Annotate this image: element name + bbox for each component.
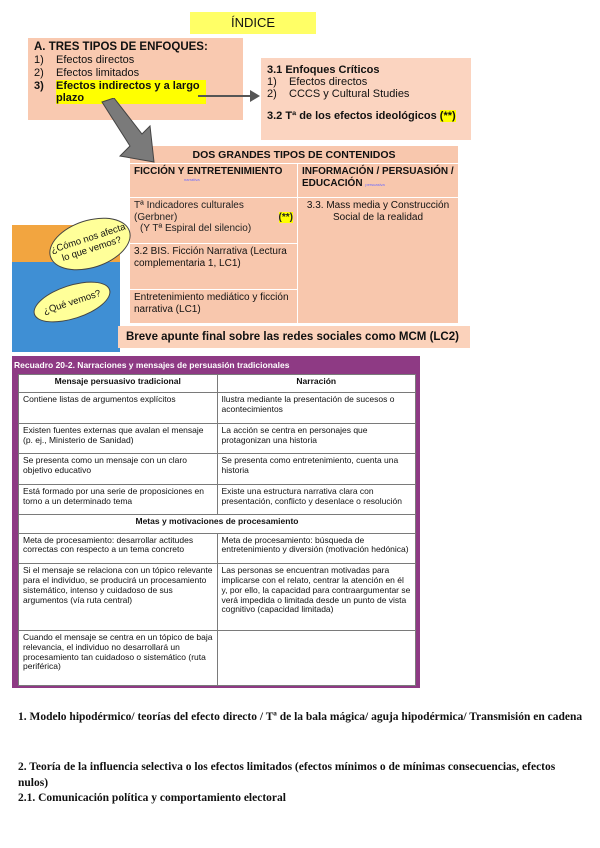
fiction-column-title: FICCIÓN Y ENTRETENIMIENTO narrativa	[130, 164, 298, 198]
table-row: Se presenta como un mensaje con un claro objetivo educativo Se presenta como entretenimiento, cuenta una historia	[19, 454, 416, 485]
table-row: Meta de procesamiento: desarrollar actitudes correctas con respecto a un tema concreto Meta de procesamiento: búsqueda de entretenimiento y diversión (motivación hedónica)	[19, 533, 416, 564]
table-row: Está formado por una serie de proposiciones en torno a un determinado tema Existe una estructura narrativa clara con presentación, conflicto y desenlace o resolución	[19, 484, 416, 515]
approach-item: 1) Efectos directos	[34, 54, 135, 66]
mass-media-cell: 3.3. Mass media y Construcción Social de la realidad	[298, 198, 458, 324]
paragraph-political-communication: 2.1. Comunicación política y comportamiento electoral	[18, 792, 286, 804]
information-column-title: INFORMACIÓN / PERSUASIÓN / EDUCACIÓN persuasiva	[298, 164, 458, 198]
social-media-note: Breve apunte final sobre las redes sociales como MCM (LC2)	[118, 326, 470, 348]
index-title: ÍNDICE	[190, 12, 316, 34]
critical-item: 2) CCCS y Cultural Studies	[267, 88, 410, 100]
arrow-right-icon	[196, 88, 262, 104]
paragraph-hypodermic-model: 1. Modelo hipodérmico/ teorías del efecto directo / Tª de la bala mágica/ aguja hipodérmica/ Transmisión en cadena	[18, 711, 583, 723]
column-header-persuasive: Mensaje persuasivo tradicional	[19, 375, 218, 393]
critical-item: 1) Efectos directos	[267, 76, 368, 88]
table-row: Si el mensaje se relaciona con un tópico relevante para el individuo, se producirá un procesamiento sistemático, intenso y cuidadoso de sus argumentos (vía ruta central) Las personas se encuentran motivadas para implicarse con el relato, centrar la atención en él y, por ello, la capacidad para contraargumentar se verá impedida o limitada desde un punto de vista cognitivo (capacidad limitada)	[19, 564, 416, 631]
ideological-effects-heading: 3.2 Tª de los efectos ideológicos (**)	[267, 110, 456, 122]
column-header-narration: Narración	[217, 375, 416, 393]
table-row: Cuando el mensaje se centra en un tópico de baja relevancia, el individuo no desarrollará un procesamiento tan cuidadoso o sistemático (ruta periférica)	[19, 631, 416, 686]
narration-persuasion-table	[18, 374, 416, 686]
table-section-heading: Metas y motivaciones de procesamiento	[19, 515, 416, 533]
approach-item: 3) Efectos indirectos y a largo plazo	[34, 80, 237, 104]
question-bubble-effect: ¿Cómo nos afecta lo que vemos?	[43, 208, 138, 280]
narrative-fiction-cell: 3.2 BIS. Ficción Narrativa (Lectura complementaria 1, LC1)	[130, 244, 298, 290]
table-row: Existen fuentes externas que avalan el mensaje (p. ej., Ministerio de Sanidad) La acción se centra en personajes que protagonizan una historia	[19, 423, 416, 454]
media-entertainment-cell: Entretenimiento mediático y ficción narrativa (LC1)	[130, 290, 298, 324]
table-title: Recuadro 20-2. Narraciones y mensajes de persuasión tradicionales	[14, 360, 290, 370]
question-bubble-what: ¿Qué vemos?	[29, 273, 116, 330]
approach-item: 2) Efectos limitados	[34, 67, 140, 79]
paragraph-limited-effects: 2. Teoría de la influencia selectiva o los efectos limitados (efectos mínimos o de mínimas consecuencias, efectos nulos)	[18, 761, 556, 789]
critical-title: 3.1 Enfoques Críticos	[267, 64, 380, 76]
approaches-title: A. TRES TIPOS DE ENFOQUES:	[34, 41, 208, 53]
table-row: Contiene listas de argumentos explícitos Ilustra mediante la presentación de sucesos o acontecimientos	[19, 393, 416, 424]
content-types-header: DOS GRANDES TIPOS DE CONTENIDOS	[130, 146, 458, 164]
critical-approaches-box	[261, 58, 471, 140]
cultural-indicators-cell: Tª Indicadores culturales (Gerbner) (**) (Y Tª Espiral del silencio)	[130, 198, 298, 244]
arrow-down-right-icon	[92, 98, 162, 168]
